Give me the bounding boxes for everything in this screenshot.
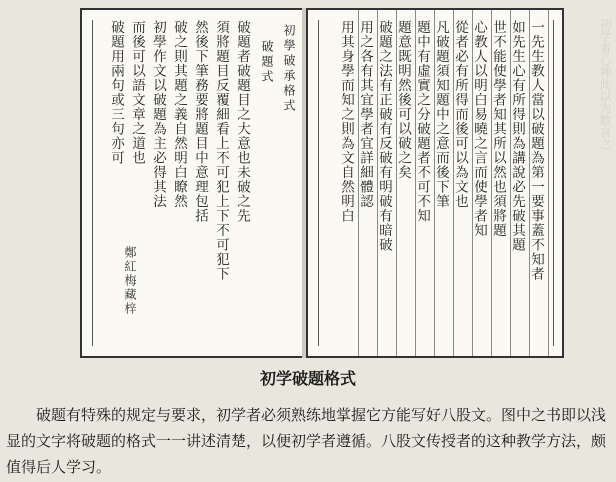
description-paragraph: 破题有特殊的规定与要求，初学者必须熟练地掌握它方能写好八股文。图中之书即以浅显的文字将破题的格式一一讲述清楚，以便初学者遵循。八股文传授者的这种教学方法，颇值得后人学习。 [6, 406, 607, 476]
text-column: 破題之法有正破有反破有明破有暗破 [376, 20, 392, 252]
text-column: 一先生教人當以破題為第一要事蓋不知者 [528, 20, 544, 281]
text-column: 題中有虛實之分破題者不可不知 [414, 20, 430, 223]
leaf-title: 初學破承格式 [282, 24, 296, 114]
figure-caption: 初学破题格式 [259, 369, 356, 388]
bleed-through-text: 初学者心神此以为数言之 [598, 18, 612, 150]
column-rule [510, 10, 511, 356]
column-rule [453, 10, 454, 356]
text-column: 破之則其題之義自然明白瞭然 [171, 20, 187, 209]
column-rule [548, 10, 549, 356]
text-column: 題意既明然後可以破之矣 [395, 20, 411, 180]
text-column: 而後可以語文章之道也 [129, 20, 145, 165]
column-rule [529, 10, 530, 356]
text-column: 然後下筆務要將題目中意理包括 [192, 20, 208, 223]
column-rule [358, 10, 359, 356]
text-column: 世不能使學者知其所以然也須將題 [490, 20, 506, 238]
text-column: 從者必有所得而後可以為文也 [452, 20, 468, 209]
text-column: 凡破題須知題中之意而後下筆 [433, 20, 449, 209]
text-column: 如先生心有所得則為講說必先破其題 [509, 20, 525, 252]
column-rule [396, 10, 397, 356]
text-column: 破題用兩句或三句亦可 [108, 20, 124, 165]
text-column: 用其身學而知之則為文自然明白 [338, 20, 354, 223]
leaf-subtitle: 破題式 [260, 40, 274, 85]
text-column: 心教人以明白易曉之言而使學者知 [471, 20, 487, 238]
text-column: 初學作文以破題為主必得其法 [150, 20, 166, 209]
collector-seal: 鄭紅梅藏梓 [123, 246, 137, 316]
text-column: 須將題目反覆細看上不可犯上下不可犯下 [213, 20, 229, 281]
text-column: 用之各有其宜學者宜詳細體認 [357, 20, 373, 209]
book-plate-image [80, 8, 558, 358]
column-rule [377, 10, 378, 356]
column-rule [415, 10, 416, 356]
description-text [6, 402, 608, 480]
column-rule [491, 10, 492, 356]
column-rule [472, 10, 473, 356]
right-leaf [306, 8, 564, 358]
left-leaf [80, 8, 316, 358]
text-column: 破題者破題目之大意也未破之先 [234, 20, 250, 223]
column-rule [434, 10, 435, 356]
